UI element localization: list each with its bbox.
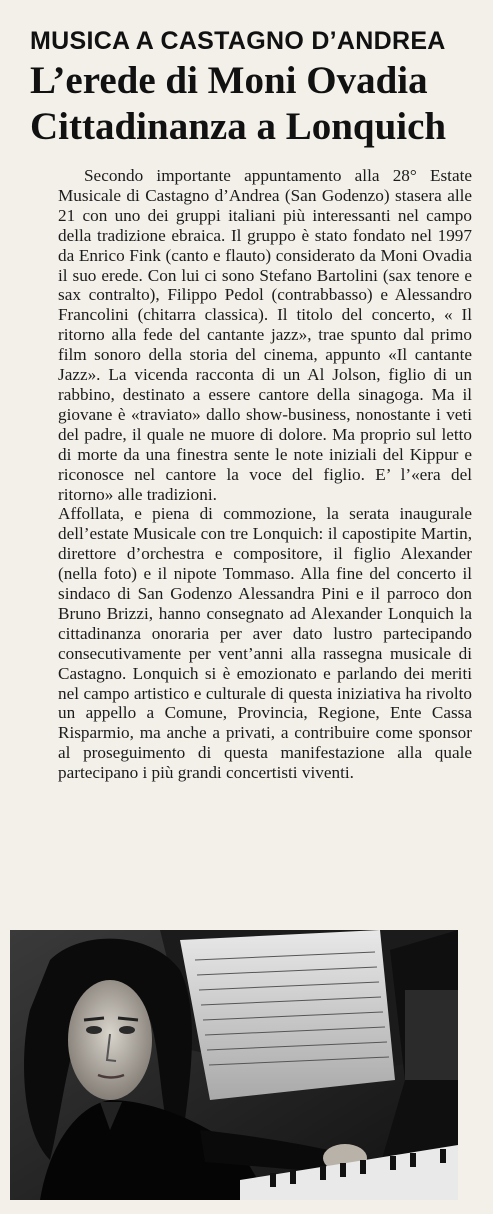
article-photo [10,930,458,1200]
headline-line-1: L’erede di Moni Ovadia [30,59,428,102]
headline-line-2: Cittadinanza a Lonquich [30,105,447,148]
article-paragraph-2: Affollata, e piena di commozione, la serata inaugurale dell’estate Musicale con tre Lonquich: il capostipite Martin, direttore d’orchestra e compositore, il figlio Alexander (nella foto) e il nipote Tommaso. Alla fine del concerto il sindaco di San Godenzo Alessandra Pini e il parroco don Bruno Brizzi, hanno consegnato ad Alexander Lonquich la cittadinanza onoraria per aver dato lustro partecipando consecutivamente per vent’anni alla rassegna musicale di Castagno. Lonquich si è emozionato e parlando dei meriti nel campo artistico e culturale di questa iniziativa ha rivolto un appello a Comune, Provincia, Regione, Ente Cassa Risparmio, ma anche a privati, a contribuire come sponsor al proseguimento di questa manifestazione alla quale partecipano i più grandi concertisti viventi. [58,504,472,783]
article-paragraph-1: Secondo importante appuntamento alla 28° Estate Musicale di Castagno d’Andrea (San Godenzo) stasera alle 21 con uno dei gruppi italiani più interessanti nel campo della tradizione ebraica. Il gruppo è stato fondato nel 1997 da Enrico Fink (canto e flauto) considerato da Moni Ovadia il suo erede. Con lui ci sono Stefano Bartolini (sax tenore e sax contralto), Filippo Pedol (contrabbasso) e Alessandro Francolini (chitarra classica). Il titolo del concerto, « Il ritorno alla fede del cantante jazz», trae spunto dal primo film sonoro della storia del cinema, appunto «Il cantante Jazz». La vicenda racconta di un Al Jolson, figlio di un rabbino, destinato a essere cantore della sinagoga. Ma il giovane è «traviato» dallo show-business, nonostante i veti del padre, il quale ne muore di dolore. Ma proprio sul letto di morte da una finestra sente le note iniziali del Kippur e riconosce nel cantore la voce del figlio. E’ l’«era del ritorno» alle tradizioni. [58,166,472,504]
article-body [58,166,472,783]
article-headline [30,58,480,150]
pianist-photo-illustration [10,930,458,1200]
article-kicker: MUSICA A CASTAGNO D’ANDREA [30,27,446,55]
